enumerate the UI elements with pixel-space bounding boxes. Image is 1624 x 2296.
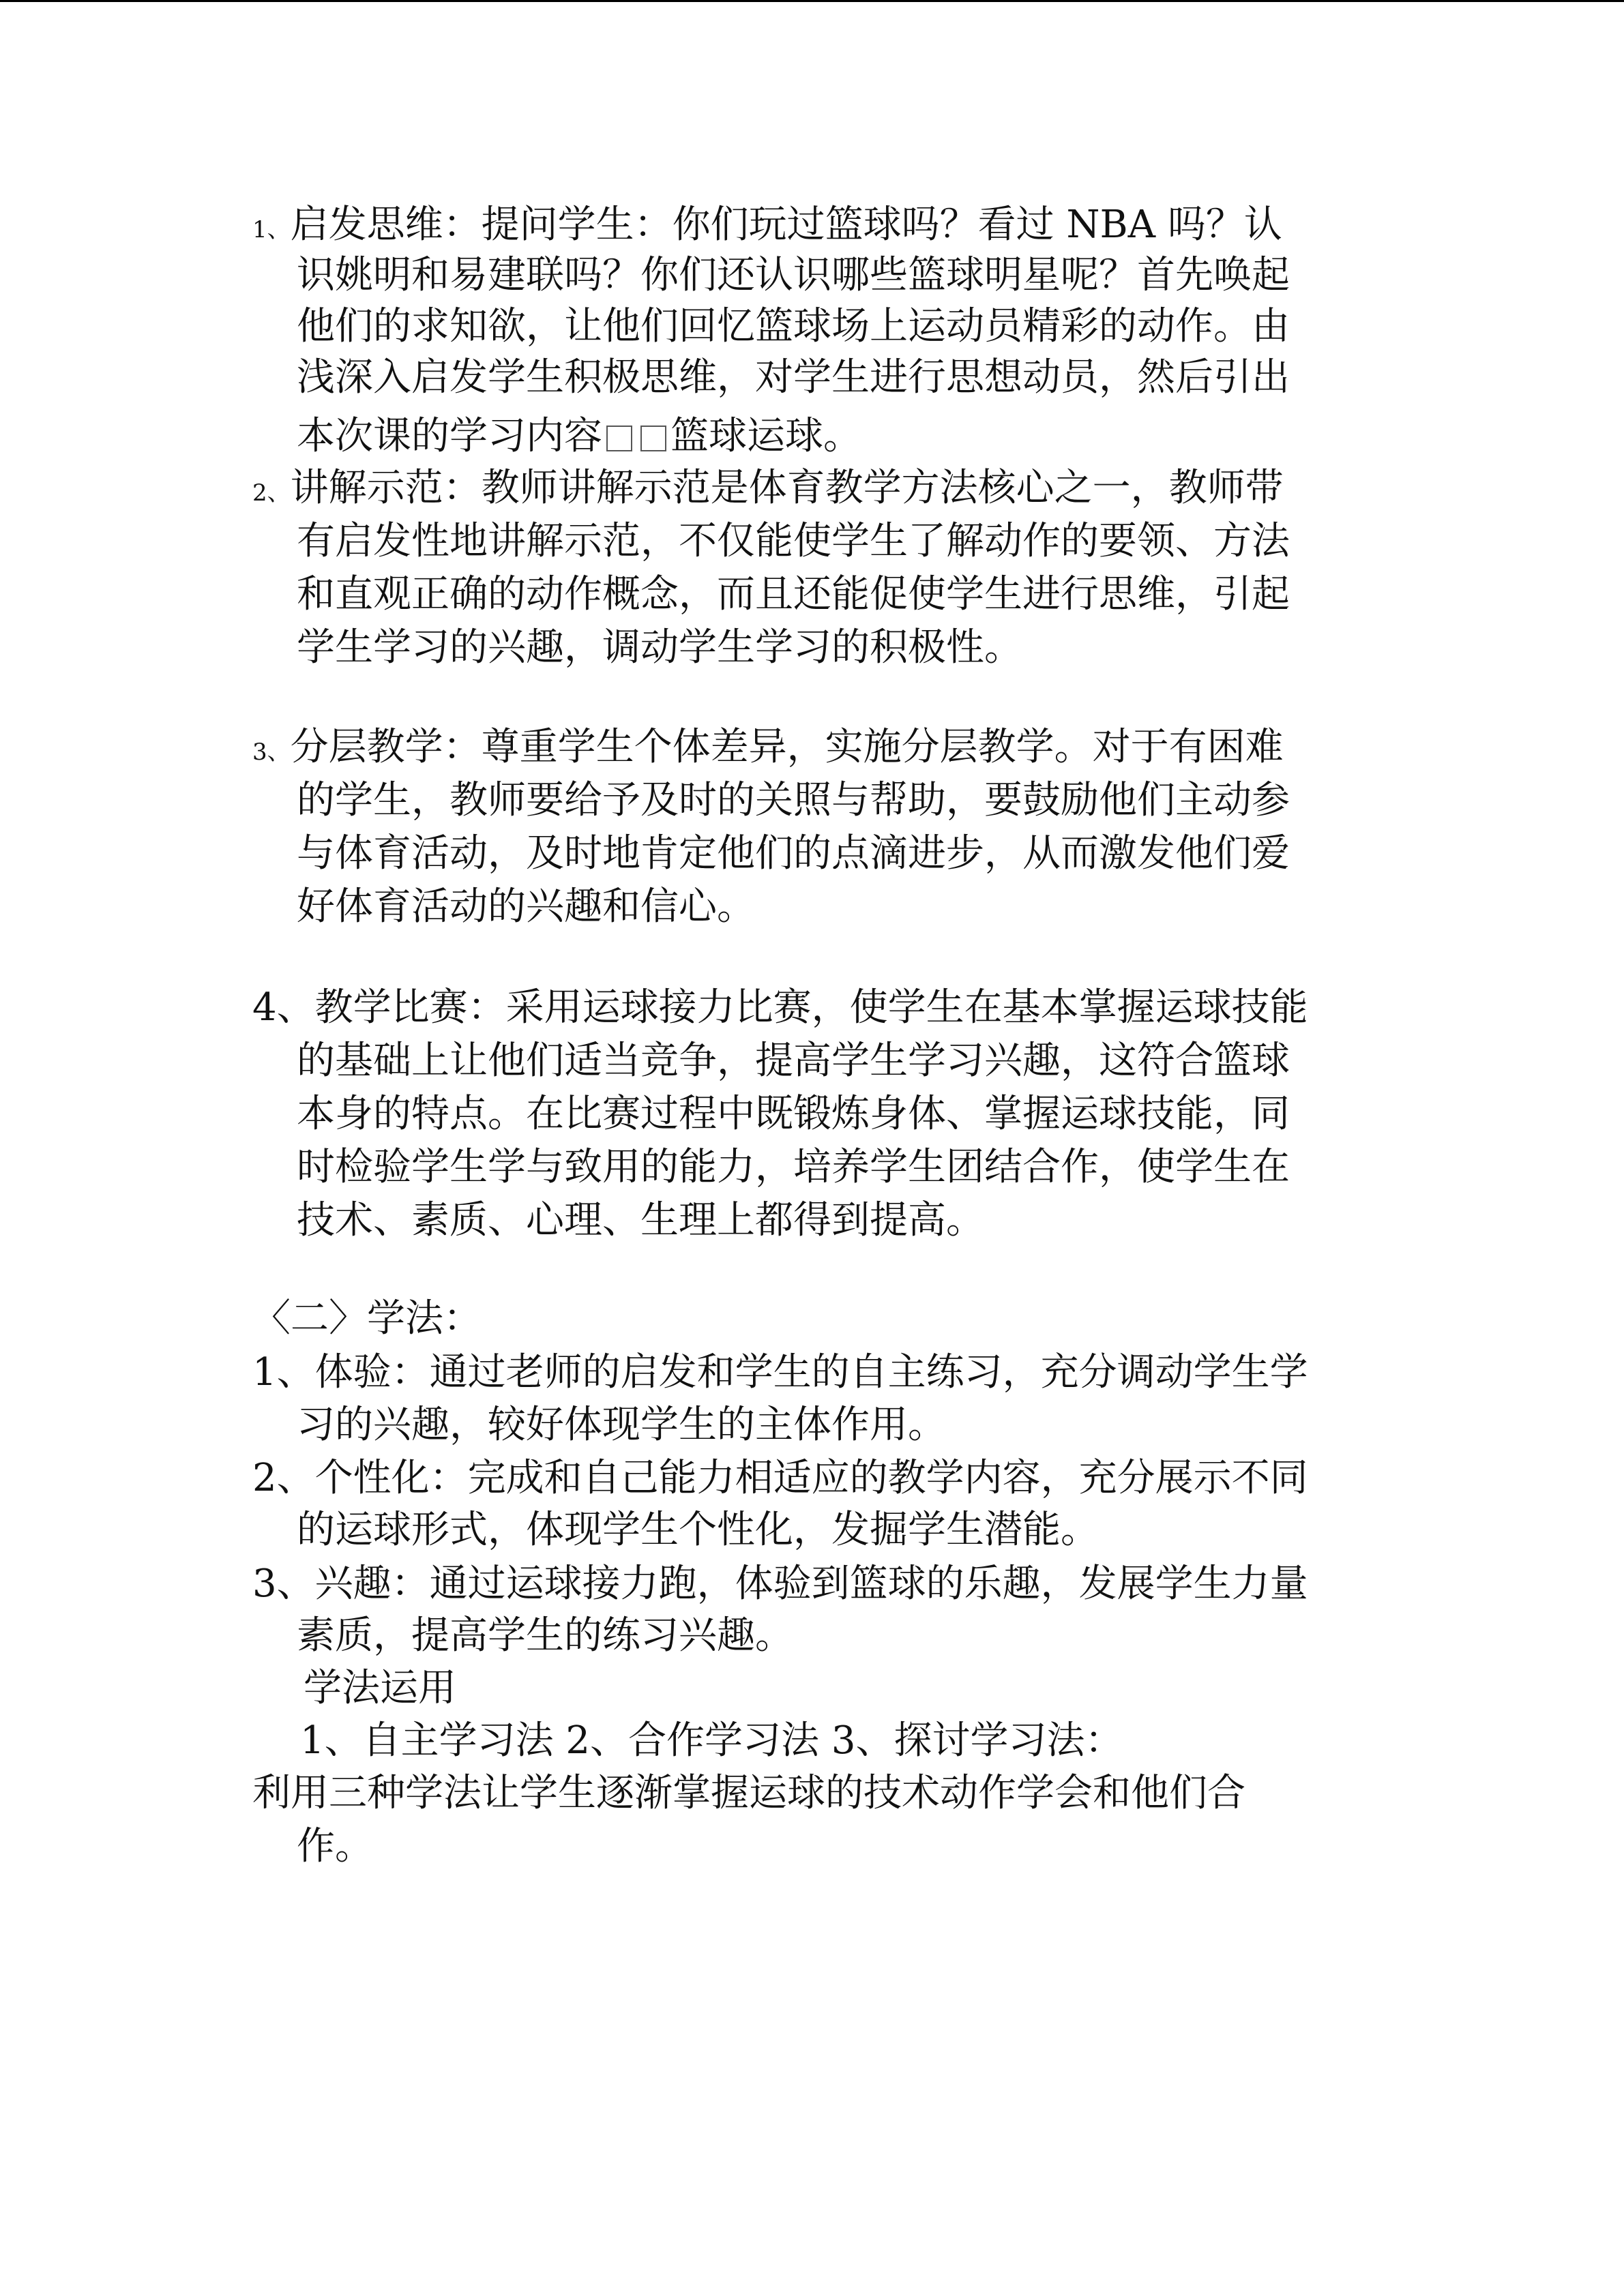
usage-summary-line-2: 作。	[297, 1824, 373, 1868]
study-item2-number: 2、	[252, 1456, 315, 1500]
study-item2-line-2: 的运球形式，体现学生个性化，发掘学生潜能。	[297, 1508, 1099, 1552]
study-item3-first-line	[252, 1558, 1344, 1610]
item2-line-2: 有启发性地讲解示范，不仅能使学生了解动作的要领、方法	[297, 519, 1290, 563]
usage-methods: 1、自主学习法 2、合作学习法 3、探讨学习法：	[300, 1718, 1123, 1763]
study-item2-first-line	[252, 1452, 1344, 1504]
item3-line-1: 分层教学：尊重学生个体差异，实施分层教学。对于有困难	[290, 725, 1284, 769]
study-item3-number: 3、	[252, 1562, 315, 1606]
item2-line-3: 和直观正确的动作概念，而且还能促使学生进行思维，引起	[297, 572, 1290, 616]
item2-first-line	[252, 462, 1344, 519]
study-item2-line-1: 个性化：完成和自己能力相适应的教学内容，充分展示不同	[314, 1456, 1308, 1500]
study-item1-line-1: 体验：通过老师的启发和学生的自主练习，充分调动学生学	[314, 1350, 1308, 1395]
study-item1-first-line	[252, 1347, 1344, 1399]
item4-line-5: 技术、素质、心理、生理上都得到提高。	[297, 1198, 984, 1242]
item1-line-1: 启发思维：提问学生：你们玩过篮球吗？看过 NBA 吗？认	[290, 203, 1282, 247]
study-item1-number: 1、	[252, 1350, 315, 1395]
section-heading: 〈二〉学法：	[252, 1296, 482, 1341]
item3-line-3: 与体育活动，及时地肯定他们的点滴进步，从而激发他们爱	[297, 831, 1290, 876]
study-item3-line-2: 素质，提高学生的练习兴趣。	[297, 1613, 793, 1658]
item4-line-1: 教学比赛：采用运球接力比赛，使学生在基本掌握运球技能	[314, 985, 1308, 1030]
item1-first-line	[252, 199, 1344, 256]
item1-line-5	[297, 411, 1388, 462]
item3-number: 3、	[252, 739, 291, 766]
item4-number: 4、	[252, 985, 315, 1030]
item1-line-4: 浅深入启发学生积极思维，对学生进行思想动员，然后引出	[297, 355, 1290, 400]
item1-number: 1、	[252, 216, 291, 243]
study-item3-line-1: 兴趣：通过运球接力跑，体验到篮球的乐趣，发展学生力量	[314, 1562, 1308, 1606]
item3-first-line	[252, 721, 1344, 778]
item2-line-1: 讲解示范：教师讲解示范是体育教学方法核心之一，教师带	[290, 466, 1284, 510]
item4-line-2: 的基础上让他们适当竞争，提高学生学习兴趣，这符合篮球	[297, 1039, 1290, 1083]
missing-glyph-box-icon	[640, 426, 666, 451]
item1-line-3: 他们的求知欲，让他们回忆篮球场上运动员精彩的动作。由	[297, 304, 1290, 348]
usage-title: 学法运用	[304, 1666, 456, 1710]
missing-glyph-box-icon	[606, 426, 632, 451]
study-item1-line-2: 习的兴趣，较好体现学生的主体作用。	[297, 1403, 946, 1447]
item4-line-4: 时检验学生学与致用的能力，培养学生团结合作，使学生在	[297, 1145, 1290, 1189]
item4-first-line	[252, 982, 1344, 1034]
item3-line-2: 的学生，教师要给予及时的关照与帮助，要鼓励他们主动参	[297, 778, 1290, 822]
usage-summary-line-1: 利用三种学法让学生逐渐掌握运球的技术动作学会和他们合	[252, 1771, 1245, 1815]
item1-line-5-end: 篮球运球。	[670, 414, 861, 458]
item4-line-3: 本身的特点。在比赛过程中既锻炼身体、掌握运球技能，同	[297, 1092, 1290, 1136]
item3-line-4: 好体育活动的兴趣和信心。	[297, 884, 755, 929]
item2-number: 2、	[252, 479, 291, 507]
item2-line-4: 学生学习的兴趣，调动学生学习的积极性。	[297, 625, 1022, 670]
item1-line-5-start: 本次课的学习内容	[297, 414, 602, 458]
item1-line-2: 识姚明和易建联吗？你们还认识哪些篮球明星呢？首先唤起	[297, 253, 1290, 297]
